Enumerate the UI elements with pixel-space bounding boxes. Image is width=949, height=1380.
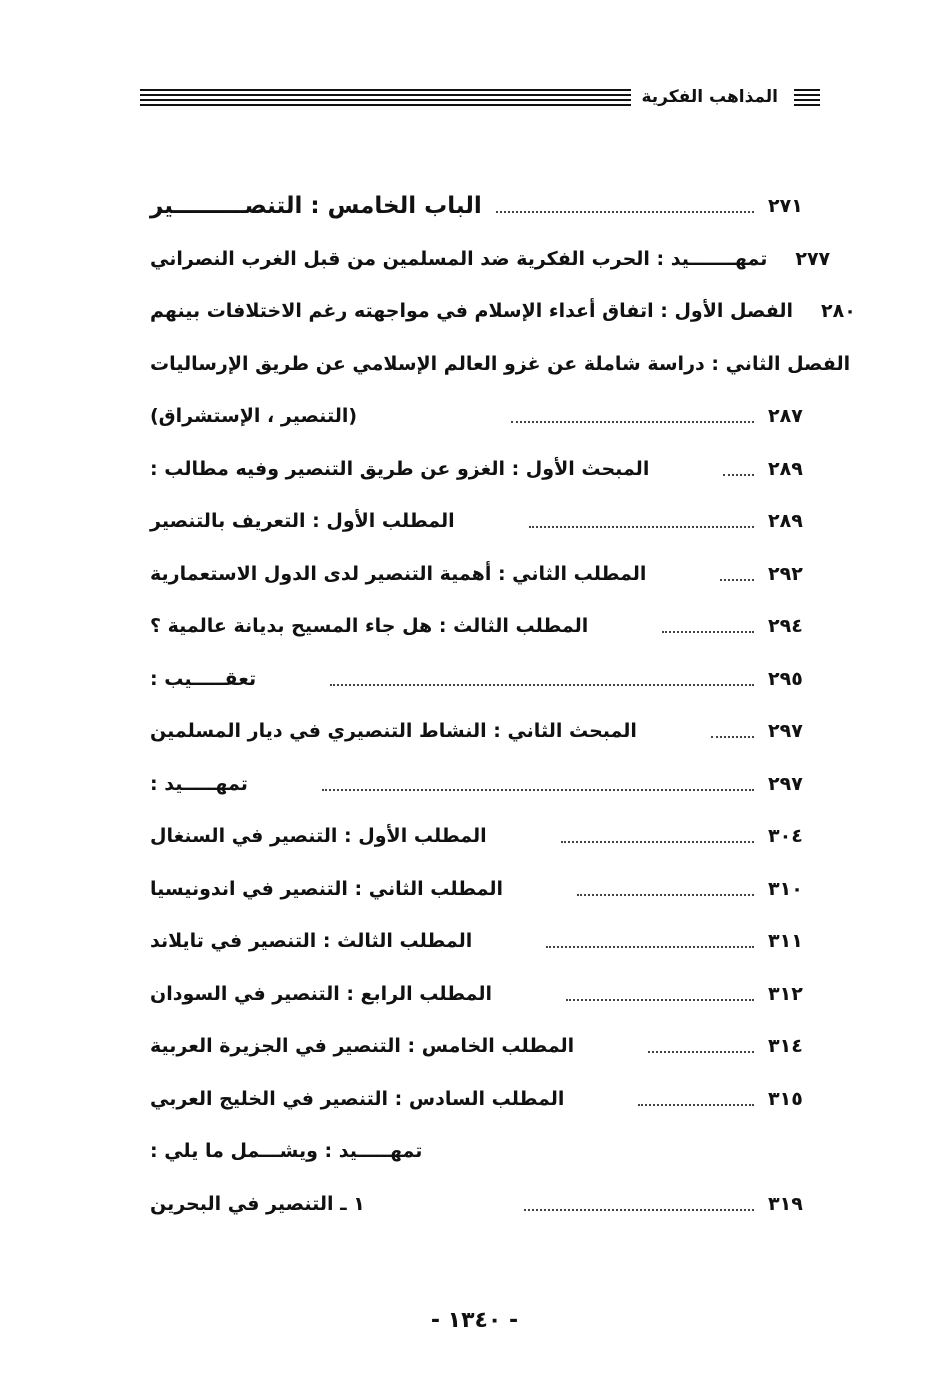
toc-entry (150, 1073, 820, 1126)
toc-entry (150, 600, 820, 653)
toc-entry-page: ٢٨٧ (768, 405, 803, 428)
toc-entry (150, 548, 820, 601)
toc-entry-page: ٢٨٠ (821, 300, 856, 323)
toc-entry-page: ٢٨٩ (768, 457, 803, 480)
toc-entry (150, 810, 820, 863)
header-ornament-icon (794, 89, 820, 106)
dot-leader (546, 946, 754, 948)
toc-entry-title: الفصل الثاني : دراسة شاملة عن غزو العالم الإسلامي عن طريق الإرساليات (150, 352, 851, 375)
toc-entry-page: ٢٩٤ (768, 615, 803, 638)
header-rule (140, 89, 631, 106)
dot-leader (529, 526, 754, 528)
toc-entry-page: ٣١١ (768, 930, 803, 953)
toc-entry (150, 1178, 820, 1231)
dot-leader (322, 789, 754, 791)
toc-entry-page: ٢٩٢ (768, 562, 803, 585)
dot-leader (577, 894, 754, 896)
toc-entry-page: ٢٩٥ (768, 667, 803, 690)
toc-entry-title: المطلب الأول : التعريف بالتنصير (150, 510, 455, 533)
dot-leader (662, 631, 754, 633)
toc-entry-title: المطلب الثاني : أهمية التنصير لدى الدول الاستعمارية (150, 562, 647, 585)
page-number: - ١٣٤٠ - (430, 1308, 519, 1333)
toc-entry (150, 863, 820, 916)
toc-entry (150, 285, 856, 338)
toc-entry-page: ٢٩٧ (768, 720, 803, 743)
toc-entry (150, 758, 820, 811)
toc-entry (150, 495, 820, 548)
toc-entry (150, 1020, 820, 1073)
dot-leader (720, 579, 754, 581)
toc-entry-page: ٣١٢ (768, 982, 803, 1005)
toc-entry-page: ٣١٥ (768, 1087, 803, 1110)
toc-entry-title: المبحث الأول : الغزو عن طريق التنصير وفيه مطالب : (150, 457, 650, 480)
toc-entry-title: المطلب الرابع : التنصير في السودان (150, 982, 493, 1005)
toc-entry-page: ٢٧١ (768, 195, 803, 218)
table-of-contents (150, 180, 856, 1230)
header-title: المذاهب الفكرية (641, 87, 778, 107)
toc-entry (150, 1125, 820, 1178)
dot-leader (496, 211, 754, 213)
toc-entry-page: ٢٨٩ (768, 510, 803, 533)
running-header (140, 80, 820, 114)
dot-leader (524, 1209, 754, 1211)
toc-entry-page: ٢٩٧ (768, 772, 803, 795)
toc-entry-page: ٣١٤ (768, 1035, 803, 1058)
dot-leader (566, 999, 754, 1001)
dot-leader (723, 474, 754, 476)
dot-leader (330, 684, 754, 686)
toc-entry-title: المطلب السادس : التنصير في الخليج العربي (150, 1087, 565, 1110)
toc-entry-page: ٣٠٤ (768, 825, 803, 848)
dot-leader (648, 1051, 754, 1053)
toc-entry-title: المطلب الثالث : التنصير في تايلاند (150, 930, 473, 953)
toc-entry (150, 915, 820, 968)
toc-entry-title: تمهـــــيد : ويشـــمل ما يلي : (150, 1140, 423, 1163)
toc-entry (150, 443, 820, 496)
toc-entry-title: تمهـــــيد : (150, 772, 248, 795)
toc-entry-title: الفصل الأول : اتفاق أعداء الإسلام في مواجهته رغم الاختلافات بينهم (150, 300, 794, 323)
dot-leader (638, 1104, 754, 1106)
toc-entry (150, 180, 820, 233)
toc-entry-title: ١ ـ التنصير في البحرين (150, 1192, 365, 1215)
dot-leader (561, 841, 754, 843)
toc-entry-title: المبحث الثاني : النشاط التنصيري في ديار المسلمين (150, 720, 637, 743)
toc-entry (150, 233, 831, 286)
toc-entry-title: المطلب الثاني : التنصير في اندونيسيا (150, 877, 503, 900)
toc-entry-title: تعقـــــيب : (150, 667, 257, 690)
toc-entry (150, 653, 820, 706)
toc-entry-title: المطلب الأول : التنصير في السنغال (150, 825, 487, 848)
toc-entry (150, 338, 851, 391)
toc-entry-page: ٣١٠ (768, 877, 803, 900)
toc-entry (150, 390, 820, 443)
dot-leader (711, 736, 754, 738)
toc-entry-title: الباب الخامس : التنصـــــــــير (150, 193, 482, 220)
toc-entry-page: ٣١٩ (768, 1192, 803, 1215)
toc-entry-title: (التنصير ، الإستشراق) (150, 405, 358, 428)
toc-entry-title: المطلب الخامس : التنصير في الجزيرة العربية (150, 1035, 575, 1058)
dot-leader (511, 421, 754, 423)
toc-entry (150, 968, 820, 1021)
toc-entry-page: ٢٧٧ (795, 247, 831, 270)
toc-entry (150, 705, 820, 758)
toc-entry-title: المطلب الثالث : هل جاء المسيح بديانة عالمية ؟ (150, 615, 589, 638)
toc-entry-title: تمهـــــــيد : الحرب الفكرية ضد المسلمين من قبل الغرب النصراني (150, 247, 768, 270)
